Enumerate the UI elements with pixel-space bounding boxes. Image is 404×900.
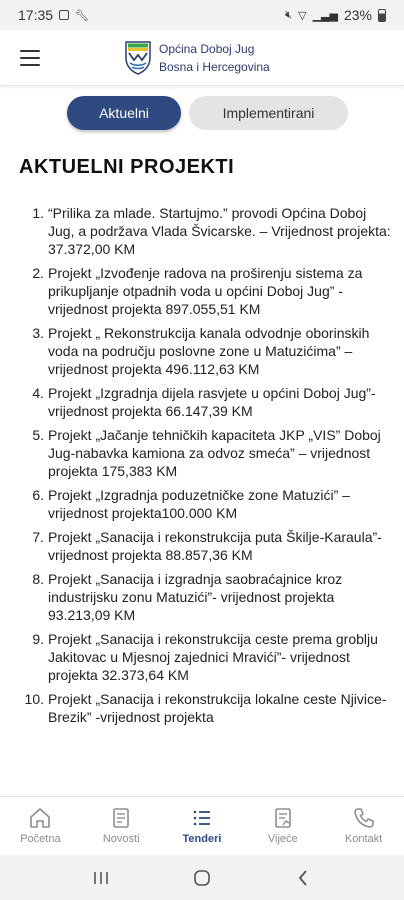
brand-line-1: Općina Doboj Jug — [159, 41, 255, 56]
project-list — [0, 204, 404, 726]
battery-percent: 23% — [343, 7, 372, 23]
wrench-icon: 🔧︎ — [75, 9, 90, 22]
list-item — [32, 204, 394, 258]
signal-icon: ▁▃▅ — [312, 9, 338, 22]
recent-apps-icon[interactable] — [86, 866, 116, 890]
nav-news[interactable] — [81, 797, 162, 854]
nav-council[interactable] — [242, 797, 323, 854]
nav-home[interactable] — [0, 797, 81, 854]
list-item-text: Projekt „Sanacija i rekonstrukcija lokalne ceste Njivice-Brezik” -vrijednost projekta — [48, 691, 387, 725]
brand-line-2: Bosna i Hercegovina — [159, 59, 270, 74]
list-item — [32, 324, 394, 378]
municipality-crest-icon — [124, 40, 152, 76]
list-item-number: 5. — [32, 427, 44, 443]
gallery-notification-icon — [59, 10, 69, 20]
list-item-number: 9. — [32, 631, 44, 647]
hamburger-menu-icon[interactable] — [0, 30, 60, 86]
list-item-number: 3. — [32, 325, 44, 341]
phone-icon — [352, 806, 376, 830]
status-right — [285, 7, 386, 23]
home-icon — [28, 806, 52, 830]
app-header — [0, 30, 404, 86]
list-item-text: “Prilika za mlade. Startujmo.” provodi Općina Doboj Jug, a podržava Vlada Švicarske. – Vrijednost projekta: 37.372,00 KM — [48, 205, 391, 257]
list-item-number: 2. — [32, 265, 44, 281]
list-item-text: Projekt „ Rekonstrukcija kanala odvodnje oborinskih voda na području poslovne zone u Matuzićima” – vrijednost projekta 496.112,63 KM — [48, 325, 370, 377]
list-item-text: Projekt „Sanacija i rekonstrukcija puta Škilje-Karaula”- vrijednost projekta 88.857,36 KM — [48, 529, 382, 563]
list-item — [32, 630, 394, 684]
nav-home-label: Početna — [20, 833, 61, 845]
page-title: AKTUELNI PROJEKTI — [19, 156, 235, 178]
status-left — [18, 7, 89, 23]
list-item-number: 7. — [32, 529, 44, 545]
list-icon — [190, 806, 214, 830]
list-item-text: Projekt „Izvođenje radova na proširenju sistema za prikupljanje otpadnih voda u općini Doboj Jug” -vrijednost projekta 897.055,51 KM — [48, 265, 363, 317]
battery-icon — [378, 9, 386, 22]
list-item-text: Projekt „Sanacija i izgradnja saobraćajnice kroz industrijsku zonu Matuzići”- vrijednost projekta 93.213,09 KM — [48, 571, 343, 623]
tab-aktuelni[interactable]: Aktuelni — [67, 96, 181, 130]
brand-text — [159, 40, 270, 76]
list-item-text: Projekt „Izgradnja dijela rasvjete u općini Doboj Jug”- vrijednost projekta 66.147,39 KM — [48, 385, 376, 419]
list-item-number: 4. — [32, 385, 44, 401]
system-nav-bar — [0, 855, 404, 900]
wifi-icon: ▽ — [298, 9, 307, 22]
projects-scroll-area[interactable] — [0, 204, 404, 794]
back-icon[interactable] — [288, 866, 318, 890]
list-item-number: 10. — [24, 691, 44, 707]
list-item-number: 6. — [32, 487, 44, 503]
list-item-text: Projekt „Sanacija i rekonstrukcija ceste prema groblju Jakitovac u Mjesnoj zajednici Mravići”- vrijednost projekta 32.373,64 KM — [48, 631, 378, 683]
list-item — [32, 426, 394, 480]
list-item — [32, 264, 394, 318]
bottom-nav — [0, 796, 404, 854]
home-button-icon[interactable] — [187, 866, 217, 890]
list-item — [32, 486, 394, 522]
nav-contact-label: Kontakt — [344, 833, 383, 845]
brand — [124, 40, 270, 76]
tab-implementirani[interactable]: Implementirani — [189, 96, 348, 130]
nav-contact[interactable] — [323, 797, 404, 854]
nav-tenders[interactable] — [162, 797, 243, 854]
nav-tenders-label: Tenderi — [182, 833, 222, 845]
list-item — [32, 570, 394, 624]
list-item — [32, 384, 394, 420]
list-item-number: 1. — [32, 205, 44, 221]
list-item-text: Projekt „Izgradnja poduzetničke zone Matuzići” – vrijednost projekta100.000 KM — [48, 487, 350, 521]
status-time: 17:35 — [18, 7, 54, 23]
list-item — [24, 690, 394, 726]
news-icon — [109, 806, 133, 830]
mute-icon: 🔇︎ — [285, 8, 293, 21]
list-item-number: 8. — [32, 571, 44, 587]
status-bar — [0, 0, 404, 30]
list-item-text: Projekt „Jačanje tehničkih kapaciteta JKP „VIS” Doboj Jug-nabavka kamiona za odvoz smeća” – vrijednost projekta 175,383 KM — [48, 427, 381, 479]
list-item — [32, 528, 394, 564]
nav-news-label: Novosti — [102, 833, 140, 845]
nav-council-label: Vijeće — [267, 833, 298, 845]
document-icon — [271, 806, 295, 830]
